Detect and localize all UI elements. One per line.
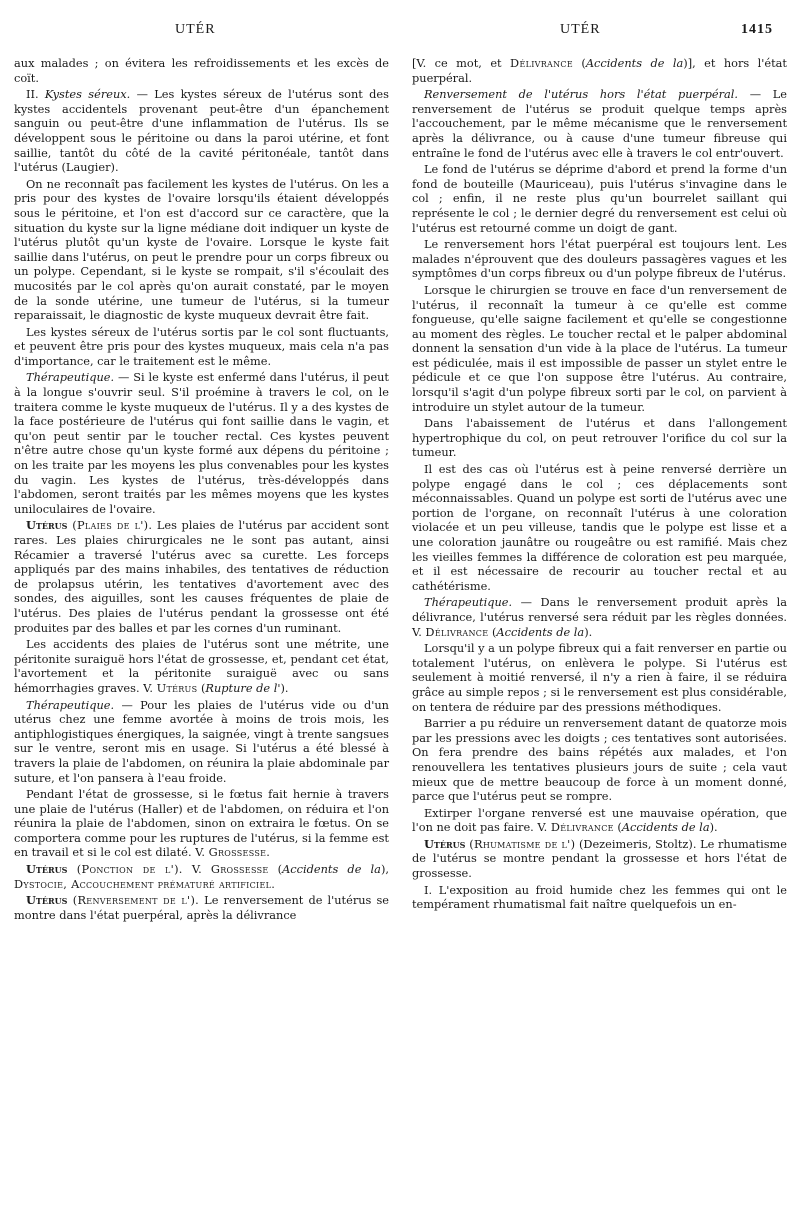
text-run: ). (584, 624, 593, 639)
text-run: (Ponction de l'). (67, 862, 183, 877)
text-run: Barrier a pu réduire un renversement datant de quatorze mois par les pressions avec les doigts ; ces tentatives sont autorisées. On fera prendre des bains répétés aux malades, et l'on renouvellera les tentatives plusieurs jours de suite ; cela vaut mieux que de mettre beaucoup de force à un moment donné, parce que l'utérus peut se rompre. (412, 716, 787, 804)
text-run: Les plaies de l'utérus par accident sont rares. Les plaies chirurgicales ne le sont pas autant, ainsi Récamier a traversé l'utérus avec sa curette. Les forceps appliqués par des mains inhabiles, des tentatives de réduction de prolapsus utérin, les tentatives d'avortement avec des sondes, des aiguilles, sont les causes fréquentes de plaie de l'utérus. Des plaies de l'utérus pendant la grossesse ont été produites par des balles et par les cornes d'un ruminant. (14, 518, 389, 635)
text-run: Le renversement de l'utérus se montre dans l'état puerpéral, après la délivrance (14, 893, 389, 922)
entry-headword: Utérus (26, 893, 68, 908)
text-run: Lorsque le chirurgien se trouve en face d'un renversement de l'utérus, il reconnaît la tumeur à ce qu'elle est comme fongueuse, qu'elle saigne facilement et qu'elle se congestionne au moment des règles. Le toucher rectal et le palper abdominal donnent la sensation d'un vide à la place de l'utérus. La tumeur est pédiculée, mais il est impossible de passer un stylet entre le pédicule et ce que l'on suppose être l'utérus. Au contraire, lorsqu'il s'agit d'un polype fibreux sorti par le col, on parvient à introduire un stylet autour de la tumeur. (412, 282, 787, 414)
text-run: . (271, 876, 275, 891)
text-run: ). (709, 820, 718, 835)
text-run: Le fond de l'utérus se déprime d'abord et prend la forme d'un fond de bouteille (Mauriceau), puis l'utérus s'invagine dans le col ; enfin, il ne reste plus qu'un bourrelet saillant qui représente le col ; le dernier degré du renversement est celui où l'utérus est retourné comme un doigt de gant. (412, 162, 787, 235)
text-run: (Plaies de l'). (67, 518, 153, 533)
page-number: 1415 (741, 22, 773, 37)
paragraph (14, 56, 389, 85)
text-run: ( (613, 820, 622, 835)
text-run: Thérapeutique. (26, 370, 115, 385)
text-run: ). (280, 680, 289, 695)
text-run: (Dezeimeris, Stoltz). Le rhumatisme de l'utérus se montre pendant la grossesse et hors l'état de grossesse. (412, 836, 787, 881)
text-run: Dystocie, Accouchement prématuré artificiel (14, 876, 272, 891)
paragraph (14, 637, 389, 695)
running-head-right: UTÉR (560, 22, 601, 37)
paragraph (412, 87, 787, 160)
paragraph (14, 698, 389, 786)
text-run: — Le renversement de l'utérus se produit quelque temps après l'accouchement, par le même mécanisme que le renversement après la délivrance, ou à cause d'une tumeur fibreuse qui entraîne le fond de l'utérus avec elle à travers le col entr'ouvert. (412, 87, 787, 160)
text-run: Grossesse (210, 862, 269, 877)
text-run: — Si le kyste est enfermé dans l'utérus, il peut à la longue s'ouvrir seul. S'il proémine à travers le col, on le traitera comme le kyste muqueux de l'utérus. Il y a des kystes de la face postérieure de l'utérus qui font saillie dans le vagin, et qu'on peut sentir par le toucher rectal. Ces kystes peuvent n'être autre chose qu'un kyste formé aux dépens du péritoine ; on les traite par les moyens les plus convenables pour les kystes du vagin. Les kystes de l'utérus, très-développés dans l'abdomen, seront traités par les mêmes moyens que les kystes uniloculaires de l'ovaire. (14, 370, 389, 516)
text-run: Le renversement hors l'état puerpéral est toujours lent. Les malades n'éprouvent que des douleurs passagères vagues et les symptômes d'un corps fibreux ou d'un polype fibreux de l'utérus. (412, 237, 787, 281)
text-run: Pendant l'état de grossesse, si le fœtus fait hernie à travers une plaie de l'utérus (Haller) et de l'abdomen, on réduira et l'on réunira la plaie de l'abdomen, sinon on extraira le fœtus. On se comportera comme pour les ruptures de l'utérus, si la femme est en travail et si le col est dilaté. V. (14, 787, 389, 860)
paragraph (412, 641, 787, 714)
text-run: — Dans le renversement produit après la délivrance, l'utérus renversé sera réduit par les règles données. V. (412, 595, 787, 639)
paragraph (412, 837, 787, 881)
text-run: II. (26, 87, 45, 102)
text-run: ( (197, 680, 206, 695)
text-run: — Les kystes séreux de l'utérus sont des kystes accidentels provenant peut-être d'un épanchement sanguin ou peut-être d'une inflammation de l'utérus. Ils se développent sous le péritoine ou dans la paroi utérine, et font saillie, tantôt du côté de la cavité péritonéale, tantôt dans l'utérus (Laugier). (14, 87, 389, 175)
text-run: Les accidents des plaies de l'utérus sont une métrite, une péritonite suraiguë hors l'état de grossesse, et, pendant cet état, l'avortement et la péritonite suraiguë avec ou sans hémorrhagies graves. V. (14, 637, 389, 695)
text-run: Délivrance (550, 820, 614, 835)
paragraph (14, 862, 389, 891)
paragraph (14, 518, 389, 635)
text-run: ), (380, 862, 389, 877)
entry-headword: Utérus (26, 518, 68, 533)
text-run: Thérapeutique. (26, 697, 115, 712)
paragraph (412, 806, 787, 835)
text-run: V. (182, 862, 211, 877)
text-run: aux malades ; on évitera les refroidissements et les excès de coït. (14, 56, 389, 85)
paragraph (412, 883, 787, 912)
paragraph (412, 716, 787, 804)
paragraph (412, 162, 787, 235)
text-run: (Rhumatisme de l') (465, 836, 576, 851)
text-run: Délivrance (425, 624, 489, 639)
text-run: I. L'exposition au froid humide chez les femmes qui ont le tempérament rhumatismal fait naître quelquefois un en- (412, 882, 787, 912)
paragraph (14, 325, 389, 369)
text-run: Dans l'abaissement de l'utérus et dans l'allongement hypertrophique du col, on peut retrouver l'orifice du col sur la tumeur. (412, 416, 787, 460)
text-run: (Renversement de l'). (67, 893, 200, 908)
right-text-column (412, 56, 787, 914)
text-run: Accidents de la (585, 56, 684, 70)
text-run: Utérus (156, 680, 198, 695)
text-run: [V. ce mot, et (412, 56, 511, 70)
text-run: — Pour les plaies de l'utérus vide ou d'un utérus chez une femme avortée à moins de trois mois, les antiphlogistiques énergiques, la saignée, vingt à trente sangsues sur le ventre, seront mis en usage. Si l'utérus a été blessé à travers la plaie de l'abdomen, on réunira la plaie abdominale par suture, et l'on pansera à l'eau froide. (14, 697, 389, 785)
text-run: ( (488, 624, 497, 639)
text-run: Accidents de la (282, 862, 381, 877)
paragraph (412, 595, 787, 639)
text-run: Renversement de l'utérus hors l'état puerpéral. (424, 87, 739, 102)
paragraph (412, 283, 787, 414)
paragraph (14, 370, 389, 516)
paragraph (412, 416, 787, 460)
text-run: Les kystes séreux de l'utérus sortis par le col sont fluctuants, et peuvent être pris pour des kystes muqueux, mais cela n'a pas d'importance, car le traitement est le même. (14, 324, 389, 368)
text-run: Extirper l'organe renversé est une mauvaise opération, que l'on ne doit pas faire. V. (412, 805, 787, 835)
paragraph (412, 462, 787, 593)
text-run: Rupture de l' (205, 680, 281, 695)
text-run: Thérapeutique. (424, 595, 513, 610)
text-run: Lorsqu'il y a un polype fibreux qui a fait renverser en partie ou totalement l'utérus, on enlèvera le polype. Si l'utérus est seulement à moitié renversé, il n'y a rien à faire, il se réduira grâce au simple repos ; si le renversement est plus considérable, on tentera de réduire par des pressions méthodiques. (412, 641, 787, 714)
paragraph (412, 237, 787, 281)
text-run: On ne reconnaît pas facilement les kystes de l'utérus. On les a pris pour des kystes de l'ovaire lorsqu'ils étaient développés sous le péritoine, et l'on est d'accord sur ce caractère, que la situation du kyste sur la ligne médiane doit indiquer un kyste de l'utérus plutôt qu'un kyste de l'ovaire. Lorsque le kyste fait saillie dans l'utérus, on peut le prendre pour un corps fibreux ou un polype. Cependant, si le kyste se rompait, s'il s'écoulait des mucosités par le col après qu'on aurait constaté, par le moyen de la sonde utérine, une tumeur de l'utérus, si la tumeur reparaissait, le diagnostic de kyste muqueux devrait être fait. (14, 176, 389, 323)
entry-headword: Utérus (424, 836, 466, 851)
text-run: Kystes séreux. (44, 87, 131, 102)
paragraph (14, 177, 389, 323)
left-text-column (14, 56, 389, 924)
running-head-left: UTÉR (175, 22, 216, 37)
paragraph (412, 56, 787, 85)
paragraph (14, 787, 389, 860)
paragraph (14, 893, 389, 922)
text-run: Délivrance (510, 56, 573, 70)
text-run: Accidents de la (621, 820, 710, 835)
entry-headword: Utérus (26, 862, 68, 877)
text-run: )], et hors l'état puerpéral. (412, 56, 787, 85)
text-run: Grossesse (208, 845, 267, 860)
text-run: ( (268, 862, 283, 877)
paragraph (14, 87, 389, 175)
text-run: ( (573, 56, 586, 70)
text-run: Il est des cas où l'utérus est à peine renversé derrière un polype engagé dans le col ; ces déplacements sont méconnaissables. Quand un polype est sorti de l'utérus avec une portion de l'organe, on reconnaît l'utérus à une coloration violacée et un peu villeuse, tandis que le polype est lisse et a une coloration jaunâtre ou rougeâtre ou est ramifié. Mais chez les vieilles femmes la différence de coloration est peu marquée, et il est nécessaire de recourir au toucher rectal et au cathétérisme. (412, 462, 787, 593)
text-run: Accidents de la (496, 624, 585, 639)
text-run: . (266, 845, 270, 860)
